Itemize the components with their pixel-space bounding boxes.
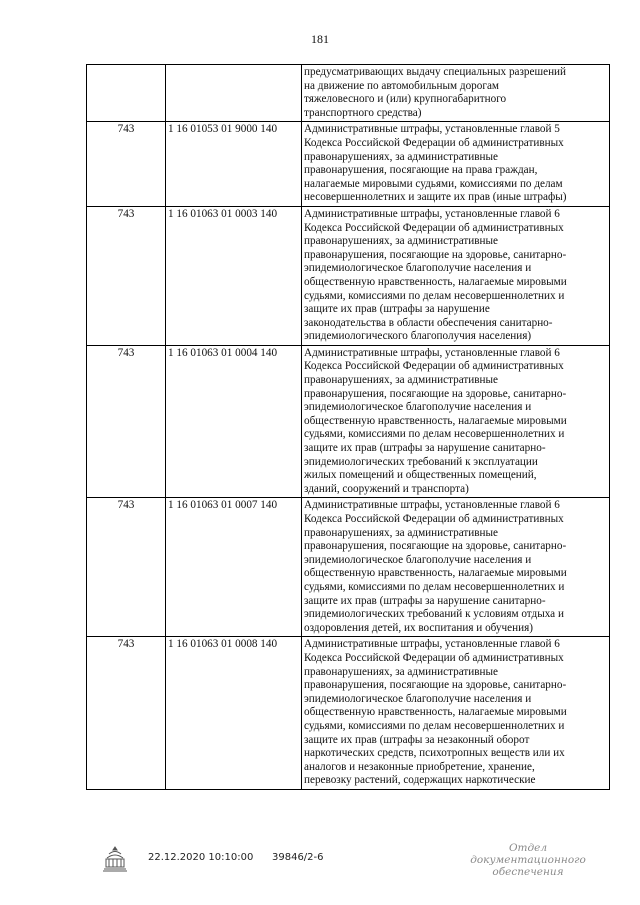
- admin-code-cell: [87, 65, 166, 122]
- budget-code-cell: 1 16 01063 01 0007 140: [166, 498, 302, 637]
- footer-datetime: 22.12.2020 10:10:00: [148, 852, 254, 863]
- description-line: судьями, комиссиями по делам несовершеннолетних и: [304, 289, 565, 302]
- emblem-icon: [100, 844, 130, 874]
- description-cell: [302, 498, 610, 637]
- description-line: на движение по автомобильным дорогам: [304, 79, 499, 92]
- description-cell: [302, 122, 610, 207]
- description-line: эпидемиологического благополучия населения): [304, 330, 532, 343]
- stamp-line-2: обеспечения: [492, 866, 564, 878]
- admin-code-cell: 743: [87, 122, 166, 207]
- description-line: зданий, сооружений и транспорта): [304, 482, 469, 495]
- description-line: Административные штрафы, установленные главой 6: [304, 207, 560, 220]
- description-line: общественную нравственность, налагаемые мировыми: [304, 567, 567, 580]
- description-line: транспортного средства): [304, 106, 422, 119]
- description-line: судьями, комиссиями по делам несовершеннолетних и: [304, 719, 565, 732]
- table-row: [87, 122, 610, 207]
- description-line: правонарушения, посягающие на права граждан,: [304, 164, 538, 177]
- description-line: общественную нравственность, налагаемые мировыми: [304, 275, 567, 288]
- description-line: правонарушениях, за административные: [304, 235, 498, 248]
- budget-code-cell: [166, 65, 302, 122]
- description-line: эпидемиологических требований к эксплуатации: [304, 455, 538, 468]
- description-cell: [302, 206, 610, 345]
- description-line: правонарушения, посягающие на здоровье, санитарно-: [304, 679, 567, 692]
- description-line: общественную нравственность, налагаемые мировыми: [304, 706, 567, 719]
- table-row: [87, 637, 610, 790]
- description-line: правонарушения, посягающие на здоровье, санитарно-: [304, 540, 567, 553]
- description-line: Кодекса Российской Федерации об административных: [304, 136, 564, 149]
- description-line: защите их прав (штрафы за нарушение санитарно-: [304, 442, 546, 455]
- description-line: наркотических средств, психотропных веществ или их: [304, 747, 565, 760]
- admin-code-cell: 743: [87, 206, 166, 345]
- table-row: [87, 498, 610, 637]
- description-line: эпидемиологическое благополучие населения и: [304, 553, 532, 566]
- description-line: судьями, комиссиями по делам несовершеннолетних и: [304, 428, 565, 441]
- footer-doc-number: 39846/2-6: [272, 852, 324, 863]
- description-line: правонарушениях, за административные: [304, 665, 498, 678]
- description-line: защите их прав (штрафы за нарушение санитарно-: [304, 594, 546, 607]
- description-line: законодательства в области обеспечения санитарно-: [304, 316, 553, 329]
- description-line: правонарушениях, за административные: [304, 374, 498, 387]
- description-line: правонарушения, посягающие на здоровье, санитарно-: [304, 248, 567, 261]
- budget-code-cell: 1 16 01053 01 9000 140: [166, 122, 302, 207]
- description-line: защите их прав (штрафы за незаконный оборот: [304, 733, 530, 746]
- department-stamp: [452, 842, 604, 878]
- description-line: Административные штрафы, установленные главой 6: [304, 638, 560, 651]
- description-line: общественную нравственность, налагаемые мировыми: [304, 414, 567, 427]
- description-line: Административные штрафы, установленные главой 6: [304, 499, 560, 512]
- description-cell: [302, 65, 610, 122]
- admin-code-cell: 743: [87, 498, 166, 637]
- description-line: эпидемиологическое благополучие населения и: [304, 692, 532, 705]
- description-line: защите их прав (штрафы за нарушение: [304, 303, 490, 316]
- description-line: аналогов и незаконные приобретение, хранение,: [304, 760, 535, 773]
- description-line: Административные штрафы, установленные главой 6: [304, 346, 560, 359]
- description-line: правонарушениях, за административные: [304, 150, 498, 163]
- table-row: [87, 345, 610, 498]
- description-line: эпидемиологических требований к условиям отдыха и: [304, 608, 564, 621]
- admin-code-cell: 743: [87, 345, 166, 498]
- table-row: [87, 65, 610, 122]
- budget-code-cell: 1 16 01063 01 0004 140: [166, 345, 302, 498]
- admin-code-cell: 743: [87, 637, 166, 790]
- description-line: правонарушениях, за административные: [304, 526, 498, 539]
- description-line: оздоровления детей, их воспитания и обучения): [304, 621, 533, 634]
- page-footer: [0, 840, 640, 900]
- budget-code-cell: 1 16 01063 01 0003 140: [166, 206, 302, 345]
- description-line: правонарушения, посягающие на здоровье, санитарно-: [304, 387, 567, 400]
- description-cell: [302, 637, 610, 790]
- description-line: Административные штрафы, установленные главой 5: [304, 123, 560, 136]
- description-line: Кодекса Российской Федерации об административных: [304, 513, 564, 525]
- description-line: перевозку растений, содержащих наркотические: [304, 774, 536, 787]
- description-line: тяжеловесного и (или) крупногабаритного: [304, 93, 507, 106]
- table-row: [87, 206, 610, 345]
- budget-code-cell: 1 16 01063 01 0008 140: [166, 637, 302, 790]
- description-line: эпидемиологическое благополучие населения и: [304, 401, 532, 414]
- document-table: [86, 64, 610, 790]
- description-line: предусматривающих выдачу специальных разрешений: [304, 66, 567, 78]
- description-cell: [302, 345, 610, 498]
- description-line: эпидемиологическое благополучие населения и: [304, 262, 532, 275]
- stamp-line-1: Отдел документационного: [470, 842, 586, 866]
- page-number: 181: [311, 32, 329, 46]
- description-line: несовершеннолетних и защите их прав (иные штрафы): [304, 191, 567, 204]
- description-line: Кодекса Российской Федерации об административных: [304, 221, 564, 234]
- description-line: Кодекса Российской Федерации об административных: [304, 651, 564, 664]
- description-line: налагаемые мировыми судьями, комиссиями по делам: [304, 177, 563, 190]
- table-body: [87, 65, 610, 790]
- description-line: Кодекса Российской Федерации об административных: [304, 360, 564, 373]
- description-line: судьями, комиссиями по делам несовершеннолетних и: [304, 580, 565, 593]
- description-line: жилых помещений и общественных помещений,: [304, 469, 537, 482]
